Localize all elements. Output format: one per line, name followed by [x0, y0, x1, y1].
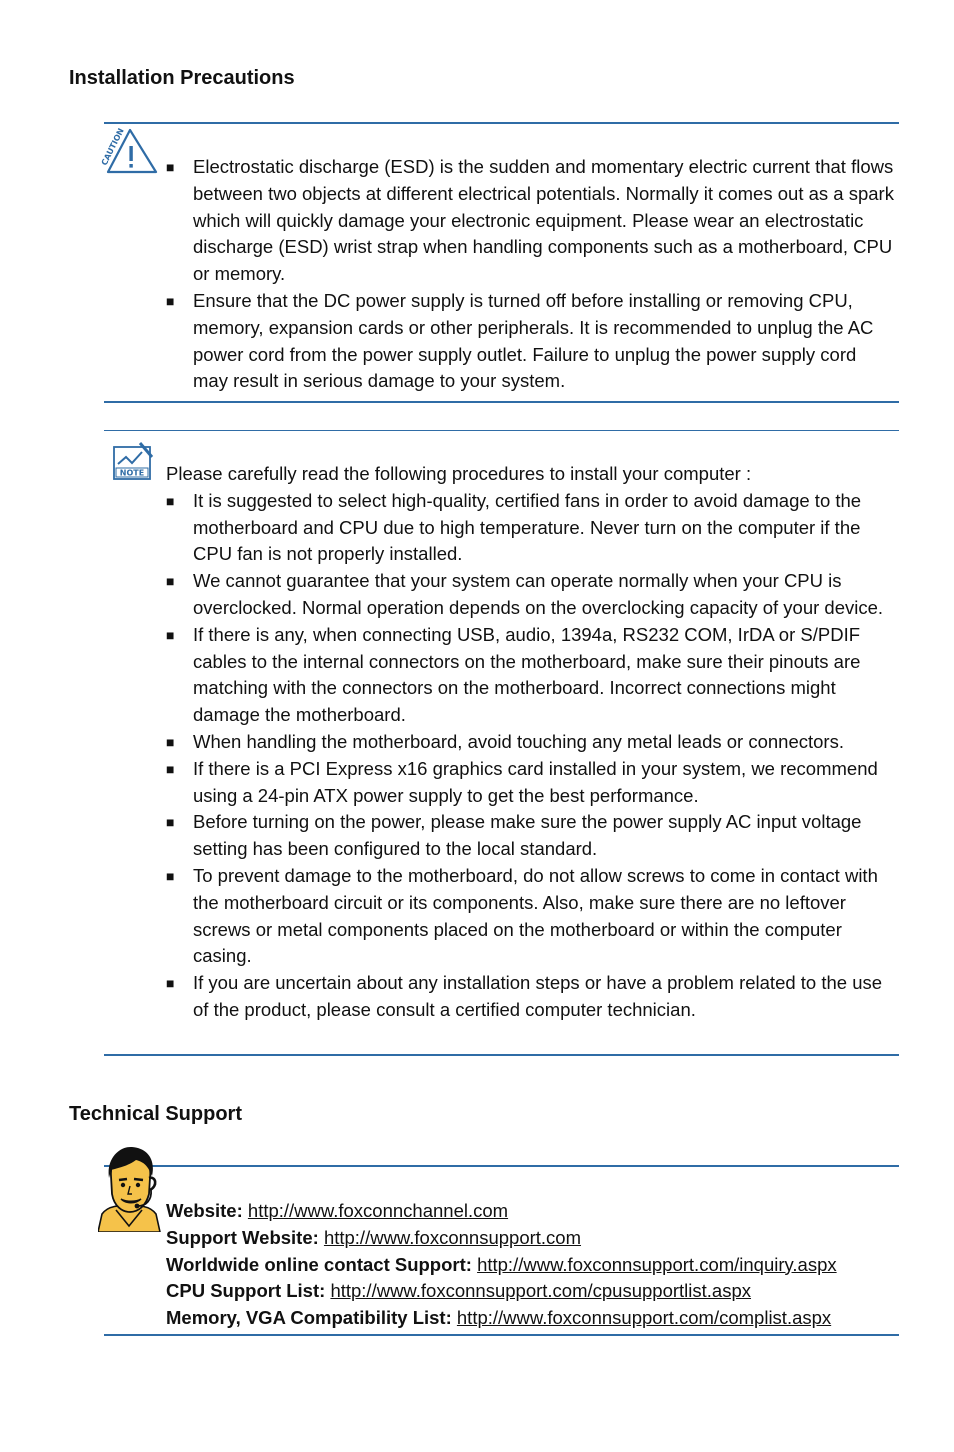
- support-row-cpu-list: [166, 1278, 896, 1305]
- support-website-link[interactable]: http://www.foxconnsupport.com: [323, 1226, 582, 1248]
- note-top-rule: [104, 430, 899, 431]
- support-bottom-rule: [104, 1334, 899, 1336]
- support-label: Support Website:: [166, 1226, 319, 1248]
- note-list: [166, 461, 896, 1024]
- note-item: ■ It is suggested to select high-quality, certified fans in order to avoid damage to the motherboard and CPU due to high temperature. Never turn on the computer if the CPU fan is not properly installed.: [166, 488, 896, 568]
- note-bottom-rule: [104, 1054, 899, 1056]
- support-agent-icon: [98, 1146, 162, 1232]
- note-item: ■ When handling the motherboard, avoid touching any metal leads or connectors.: [166, 729, 896, 756]
- support-label: Memory, VGA Compatibility List:: [166, 1307, 452, 1329]
- support-top-rule: [104, 1165, 899, 1167]
- note-item: ■ To prevent damage to the motherboard, do not allow screws to come in contact with the motherboard circuit or its components. Also, make sure there are no leftover screws or metal components placed on the motherboard or within the computer casing.: [166, 863, 896, 970]
- note-intro: Please carefully read the following procedures to install your computer :: [166, 463, 752, 484]
- caution-top-rule: [104, 122, 899, 124]
- note-item: ■ If there is a PCI Express x16 graphics card installed in your system, we recommend using a 24-pin ATX power supply to get the best performance.: [166, 756, 896, 810]
- website-link[interactable]: http://www.foxconnchannel.com: [247, 1200, 509, 1221]
- caution-item: ■ Ensure that the DC power supply is turned off before installing or removing CPU, memory, expansion cards or other peripherals. It is recommended to unplug the AC power cord from the power supply outlet. Failure to unplug the power supply cord may result in serious damage to your system.: [166, 288, 896, 395]
- support-links: [166, 1198, 896, 1332]
- support-row-support-website: [166, 1225, 896, 1252]
- support-label: Website:: [166, 1200, 243, 1221]
- cpu-support-list-link[interactable]: http://www.foxconnsupport.com/cpusupportlist.aspx: [330, 1280, 752, 1302]
- caution-list: [166, 154, 896, 395]
- caution-item: ■ Electrostatic discharge (ESD) is the sudden and momentary electric current that flows between two objects at different electrical potentials. Normally it comes out as a spark which will quickly damage your electronic equipment. Please wear an electrostatic discharge (ESD) wrist strap when handling components such as a motherboard, CPU or memory.: [166, 154, 896, 288]
- support-label: Worldwide online contact Support:: [166, 1253, 472, 1275]
- note-icon-label: NOTE: [119, 468, 145, 478]
- note-item: ■ If you are uncertain about any installation steps or have a problem related to the use of the product, please consult a certified computer technician.: [166, 970, 896, 1024]
- note-pencil-icon: [110, 441, 156, 481]
- support-row-compat-list: [166, 1305, 896, 1332]
- support-row-contact: [166, 1252, 896, 1279]
- note-item: ■ If there is any, when connecting USB, audio, 1394a, RS232 COM, IrDA or S/PDIF cables to the internal connectors on the motherboard, make sure their pinouts are matching with the connectors on the motherboard. Incorrect connections might damage the motherboard.: [166, 622, 896, 729]
- support-label: CPU Support List:: [166, 1280, 326, 1302]
- note-item: ■ Before turning on the power, please make sure the power supply AC input voltage setting has been configured to the local standard.: [166, 809, 896, 863]
- caution-bottom-rule: [104, 401, 899, 403]
- compatibility-list-link[interactable]: http://www.foxconnsupport.com/complist.aspx: [456, 1307, 832, 1329]
- section-heading-precautions: Installation Precautions: [69, 67, 295, 89]
- section-heading-support: Technical Support: [69, 1103, 242, 1125]
- support-row-website: [166, 1198, 896, 1225]
- caution-triangle-icon: [100, 124, 162, 176]
- contact-support-link[interactable]: http://www.foxconnsupport.com/inquiry.aspx: [477, 1253, 837, 1275]
- note-item: ■ We cannot guarantee that your system can operate normally when your CPU is overclocked. Normal operation depends on the overclocking capacity of your device.: [166, 568, 896, 622]
- caution-icon-label: CAUTION: [100, 126, 126, 167]
